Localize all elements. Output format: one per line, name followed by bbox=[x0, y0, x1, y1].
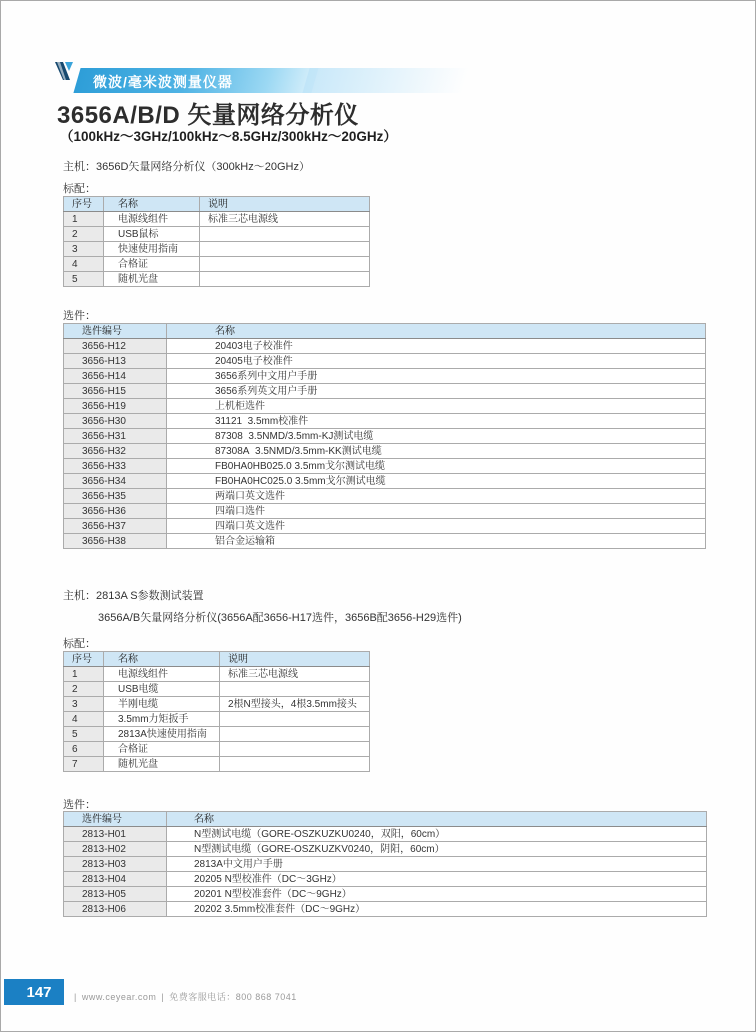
table-row bbox=[64, 519, 706, 534]
column-header: 说明 bbox=[200, 197, 370, 212]
table-cell: USB电缆 bbox=[104, 682, 220, 697]
page-number-badge bbox=[4, 979, 64, 1005]
table-cell: 2813A快速使用指南 bbox=[104, 727, 220, 742]
table-row bbox=[64, 339, 706, 354]
table-cell: 20201 N型校准套件（DC～9GHz） bbox=[167, 887, 707, 902]
table-header-row bbox=[64, 197, 370, 212]
table-row bbox=[64, 682, 370, 697]
table-cell bbox=[200, 257, 370, 272]
table-cell bbox=[200, 272, 370, 287]
table-cell: 3656-H31 bbox=[64, 429, 167, 444]
table-cell: 20202 3.5mm校准套件（DC～9GHz） bbox=[167, 902, 707, 917]
table-cell: 2813-H06 bbox=[64, 902, 167, 917]
table-cell: 3656系列中文用户手册 bbox=[167, 369, 706, 384]
host-line-2813a-note: 3656A/B矢量网络分析仪(3656A配3656-H17选件，3656B配3656-H29选件) bbox=[98, 612, 462, 624]
std-config-label-2: 标配： bbox=[63, 638, 96, 650]
table-cell bbox=[220, 727, 370, 742]
table-row bbox=[64, 474, 706, 489]
table-row bbox=[64, 399, 706, 414]
table-row bbox=[64, 667, 370, 682]
table-cell: 3656-H38 bbox=[64, 534, 167, 549]
table-row bbox=[64, 902, 707, 917]
table-row bbox=[64, 489, 706, 504]
table-cell: 半刚电缆 bbox=[104, 697, 220, 712]
table-cell: 3.5mm力矩扳手 bbox=[104, 712, 220, 727]
table-cell: 四端口选件 bbox=[167, 504, 706, 519]
column-header: 名称 bbox=[104, 197, 200, 212]
table-row bbox=[64, 742, 370, 757]
table-cell: 电源线组件 bbox=[104, 212, 200, 227]
table-cell: 3656-H32 bbox=[64, 444, 167, 459]
table-cell: 四端口英文选件 bbox=[167, 519, 706, 534]
table-cell: 2根N型接头，4根3.5mm接头 bbox=[220, 697, 370, 712]
table-cell: 2813-H04 bbox=[64, 872, 167, 887]
footer-phone: 免费客服电话：800 868 7041 bbox=[169, 992, 297, 1002]
table-header-row bbox=[64, 324, 706, 339]
table-cell: 87308A 3.5NMD/3.5mm-KK测试电缆 bbox=[167, 444, 706, 459]
table-cell bbox=[220, 712, 370, 727]
table-cell: 3656-H15 bbox=[64, 384, 167, 399]
table-cell: 3656-H33 bbox=[64, 459, 167, 474]
std-config-table-2813a bbox=[63, 651, 370, 772]
footer-contact bbox=[69, 990, 297, 1003]
table-cell: 快速使用指南 bbox=[104, 242, 200, 257]
table-cell bbox=[220, 757, 370, 772]
table-cell: 2813-H05 bbox=[64, 887, 167, 902]
table-cell: 4 bbox=[64, 257, 104, 272]
table-row bbox=[64, 212, 370, 227]
table-cell: 3656-H36 bbox=[64, 504, 167, 519]
table-cell: 3 bbox=[64, 697, 104, 712]
footer-separator: | bbox=[161, 992, 165, 1002]
footer-website: www.ceyear.com bbox=[81, 992, 157, 1002]
table-cell: 随机光盘 bbox=[104, 272, 200, 287]
table-row bbox=[64, 272, 370, 287]
table-cell bbox=[220, 742, 370, 757]
table-cell: 6 bbox=[64, 742, 104, 757]
column-header: 名称 bbox=[167, 324, 706, 339]
table-cell: FB0HA0HB025.0 3.5mm戈尔测试电缆 bbox=[167, 459, 706, 474]
page-title: 3656A/B/D 矢量网络分析仪 bbox=[57, 102, 359, 129]
table-cell: 1 bbox=[64, 212, 104, 227]
table-row bbox=[64, 459, 706, 474]
table-cell: 20403电子校准件 bbox=[167, 339, 706, 354]
footer-separator: | bbox=[74, 992, 77, 1002]
table-cell: 合格证 bbox=[104, 257, 200, 272]
table-cell: 2 bbox=[64, 682, 104, 697]
table-cell: 3656-H34 bbox=[64, 474, 167, 489]
table-row bbox=[64, 697, 370, 712]
table-cell: N型测试电缆（GORE-OSZKUZKV0240，阴阳，60cm） bbox=[167, 842, 707, 857]
table-cell: 2813-H02 bbox=[64, 842, 167, 857]
table-row bbox=[64, 429, 706, 444]
table-row bbox=[64, 534, 706, 549]
table-cell: 3 bbox=[64, 242, 104, 257]
table-cell: 随机光盘 bbox=[104, 757, 220, 772]
std-config-label-1: 标配： bbox=[63, 183, 96, 195]
table-row bbox=[64, 369, 706, 384]
table-row bbox=[64, 827, 707, 842]
table-cell: 2813-H01 bbox=[64, 827, 167, 842]
table-cell: 2813-H03 bbox=[64, 857, 167, 872]
table-cell: 电源线组件 bbox=[104, 667, 220, 682]
host-line-2813a: 主机：2813A S参数测试装置 bbox=[63, 590, 204, 602]
table-row bbox=[64, 257, 370, 272]
table-cell: 31121 3.5mm校准件 bbox=[167, 414, 706, 429]
options-label-1: 选件： bbox=[63, 310, 96, 322]
table-row bbox=[64, 242, 370, 257]
table-cell: 4 bbox=[64, 712, 104, 727]
table-cell: 3656-H37 bbox=[64, 519, 167, 534]
table-row bbox=[64, 384, 706, 399]
table-row bbox=[64, 227, 370, 242]
table-cell: 3656系列英文用户手册 bbox=[167, 384, 706, 399]
host-line-3656d: 主机：3656D矢量网络分析仪（300kHz～20GHz） bbox=[63, 161, 310, 173]
table-row bbox=[64, 842, 707, 857]
column-header: 选件编号 bbox=[64, 324, 167, 339]
category-banner-label: 微波/毫米波测量仪器 bbox=[93, 74, 233, 90]
table-cell: N型测试电缆（GORE-OSZKUZKU0240，双阳，60cm） bbox=[167, 827, 707, 842]
options-table-3656 bbox=[63, 323, 706, 549]
table-row bbox=[64, 887, 707, 902]
table-cell: 铝合金运输箱 bbox=[167, 534, 706, 549]
table-cell: FB0HA0HC025.0 3.5mm戈尔测试电缆 bbox=[167, 474, 706, 489]
table-cell: 3656-H30 bbox=[64, 414, 167, 429]
table-cell: 3656-H13 bbox=[64, 354, 167, 369]
table-cell: 87308 3.5NMD/3.5mm-KJ测试电缆 bbox=[167, 429, 706, 444]
column-header: 序号 bbox=[64, 197, 104, 212]
ceyear-logo-icon bbox=[54, 61, 82, 81]
table-header-row bbox=[64, 652, 370, 667]
column-header: 选件编号 bbox=[64, 812, 167, 827]
table-cell: 2 bbox=[64, 227, 104, 242]
table-cell: 上机柜选件 bbox=[167, 399, 706, 414]
table-cell: 3656-H14 bbox=[64, 369, 167, 384]
table-row bbox=[64, 727, 370, 742]
table-cell: 2813A中文用户手册 bbox=[167, 857, 707, 872]
std-config-table-3656d bbox=[63, 196, 370, 287]
table-cell: 两端口英文选件 bbox=[167, 489, 706, 504]
table-row bbox=[64, 354, 706, 369]
column-header: 说明 bbox=[220, 652, 370, 667]
table-row bbox=[64, 414, 706, 429]
table-cell: 3656-H35 bbox=[64, 489, 167, 504]
table-row bbox=[64, 757, 370, 772]
table-row bbox=[64, 712, 370, 727]
options-label-2: 选件： bbox=[63, 799, 96, 811]
table-cell: 20405电子校准件 bbox=[167, 354, 706, 369]
table-header-row bbox=[64, 812, 707, 827]
table-cell bbox=[220, 682, 370, 697]
table-row bbox=[64, 444, 706, 459]
table-cell: 合格证 bbox=[104, 742, 220, 757]
table-cell: 3656-H19 bbox=[64, 399, 167, 414]
table-cell: 5 bbox=[64, 727, 104, 742]
table-cell: 3656-H12 bbox=[64, 339, 167, 354]
page-subtitle: （100kHz～3GHz/100kHz～8.5GHz/300kHz～20GHz） bbox=[60, 129, 397, 144]
table-row bbox=[64, 857, 707, 872]
table-cell bbox=[200, 227, 370, 242]
table-cell: USB鼠标 bbox=[104, 227, 200, 242]
column-header: 名称 bbox=[104, 652, 220, 667]
table-row bbox=[64, 504, 706, 519]
table-cell: 7 bbox=[64, 757, 104, 772]
table-cell: 标准三芯电源线 bbox=[220, 667, 370, 682]
column-header: 名称 bbox=[167, 812, 707, 827]
table-cell: 20205 N型校准件（DC～3GHz） bbox=[167, 872, 707, 887]
table-cell: 1 bbox=[64, 667, 104, 682]
table-cell bbox=[200, 242, 370, 257]
page-number: 147 bbox=[26, 983, 52, 1001]
options-table-2813 bbox=[63, 811, 707, 917]
column-header: 序号 bbox=[64, 652, 104, 667]
category-banner-tail bbox=[302, 68, 469, 93]
table-cell: 5 bbox=[64, 272, 104, 287]
table-cell: 标准三芯电源线 bbox=[200, 212, 370, 227]
table-row bbox=[64, 872, 707, 887]
